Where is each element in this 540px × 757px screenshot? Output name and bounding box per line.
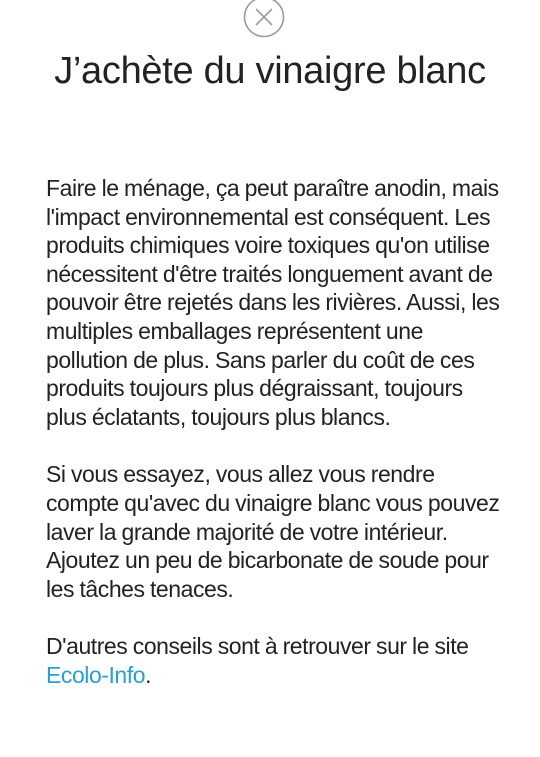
- more-advice-text: D'autres conseils sont à retrouver sur le site: [46, 633, 469, 660]
- page-title: J’achète du vinaigre blanc: [54, 50, 486, 92]
- more-advice-suffix: .: [145, 661, 152, 688]
- paragraph-intro: Faire le ménage, ça peut paraître anodin, mais l'impact environnemental est conséquent. Les produits chimiques voire toxiques qu'on utilise nécessitent d'être traités longuement avant de pouvoir être rejetés dans les rivières. Aussi, les multiples emballages représentent une pollution de plus. Sans parler du coût de ces produits toujours plus dégraissant, toujours plus éclatants, toujours plus blancs.: [46, 175, 500, 430]
- paragraph-tip: Si vous essayez, vous allez vous rendre compte qu'avec du vinaigre blanc vous pouvez laver la grande majorité de votre intérieur. Ajoutez un peu de bicarbonate de soude pour les tâches tenaces.: [46, 461, 500, 602]
- ecolo-info-link[interactable]: Ecolo-Info: [46, 661, 146, 688]
- paragraph-more-advice: [46, 632, 502, 689]
- close-icon: [243, 0, 285, 38]
- article-body: [46, 174, 502, 719]
- close-button[interactable]: [243, 0, 285, 38]
